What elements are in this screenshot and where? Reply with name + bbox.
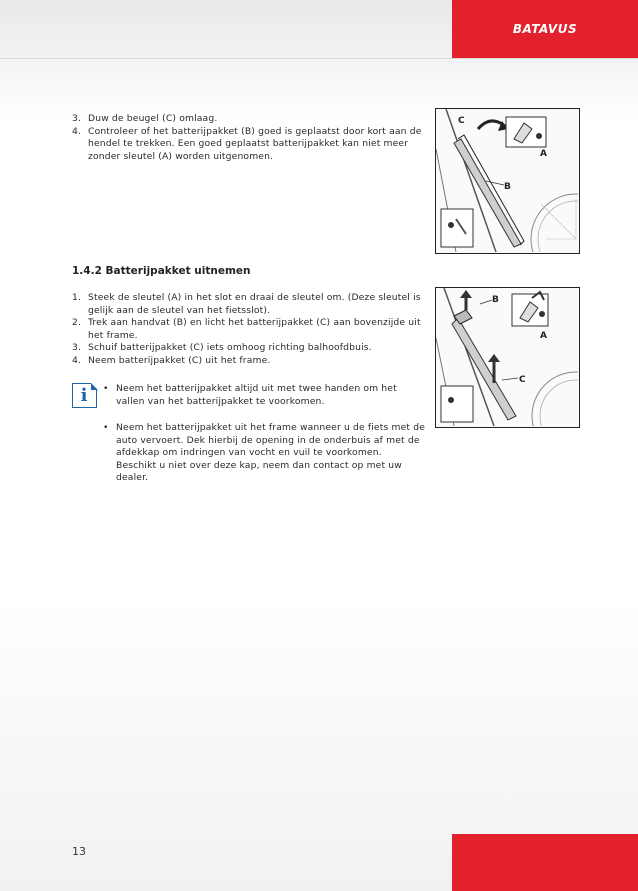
step-number: 4.: [72, 354, 82, 366]
step-text: Neem batterijpakket (C) uit het frame.: [88, 354, 271, 366]
list-item: [103, 383, 425, 408]
step-number: 1.: [72, 292, 82, 303]
batavus-logo: BATAVUS: [512, 22, 578, 36]
battery-removal-illustration: [436, 288, 578, 426]
step-number: 3.: [72, 342, 82, 353]
figure-label: A: [540, 149, 547, 159]
step-text: Schuif batterijpakket (C) iets omhoog richting balhoofdbuis.: [88, 342, 372, 353]
battery-removal-figure: [435, 287, 580, 428]
battery-install-illustration: [436, 109, 578, 252]
header-divider: [0, 58, 638, 59]
figure-label: B: [492, 295, 499, 305]
figure-label: B: [504, 182, 511, 192]
list-item: [72, 342, 427, 355]
step-number: 2.: [72, 317, 82, 328]
bullet-text: Neem het batterijpakket altijd uit met twee handen om het vallen van het batterijpakket te voorkomen.: [116, 383, 397, 407]
list-item: [72, 317, 427, 342]
bullet-dot: •: [103, 383, 109, 394]
step-text: Duw de beugel (C) omlaag.: [88, 113, 218, 124]
footer-brand-block: [452, 834, 638, 891]
info-icon: [72, 383, 97, 408]
step-text: Steek de sleutel (A) in het slot en draai de sleutel om. (Deze sleutel is gelijk aan de sleutel van het fietsslot).: [88, 292, 421, 316]
info-bullets: [103, 383, 425, 499]
section-title: 1.4.2 Batterijpakket uitnemen: [72, 265, 251, 277]
list-item: [72, 292, 427, 317]
battery-install-figure: [435, 108, 580, 254]
list-item: [72, 126, 427, 164]
list-item: [103, 422, 425, 485]
step-text: Trek aan handvat (B) en licht het batterijpakket (C) aan bovenzijde uit het frame.: [88, 317, 421, 341]
step-number: 3.: [72, 113, 82, 124]
figure-label: C: [519, 375, 526, 385]
page-number: 13: [72, 845, 86, 858]
bullet-text: Neem het batterijpakket uit het frame wanneer u de fiets met de auto vervoert. Dek hierbij de opening in de onderbuis af met de afdekkap om indringen van vocht en vuil te voorkomen. Beschikt u niet over deze kap, neem dan contact op met uw dealer.: [116, 422, 426, 483]
info-glyph: i: [80, 385, 88, 406]
brand-block: [452, 0, 638, 58]
list-item: [72, 355, 427, 368]
figure-label: C: [458, 116, 465, 126]
figure-label: A: [540, 331, 547, 341]
bullet-dot: •: [103, 422, 109, 433]
removal-steps: [72, 292, 427, 367]
step-text: Controleer of het batterijpakket (B) goed is geplaatst door kort aan de hendel te trekken. Een goed geplaatst batterijpakket kan niet meer zonder sleutel (A) worden uitgenomen.: [88, 125, 422, 162]
install-steps: [72, 113, 427, 163]
list-item: [72, 113, 427, 126]
step-number: 4.: [72, 125, 82, 137]
